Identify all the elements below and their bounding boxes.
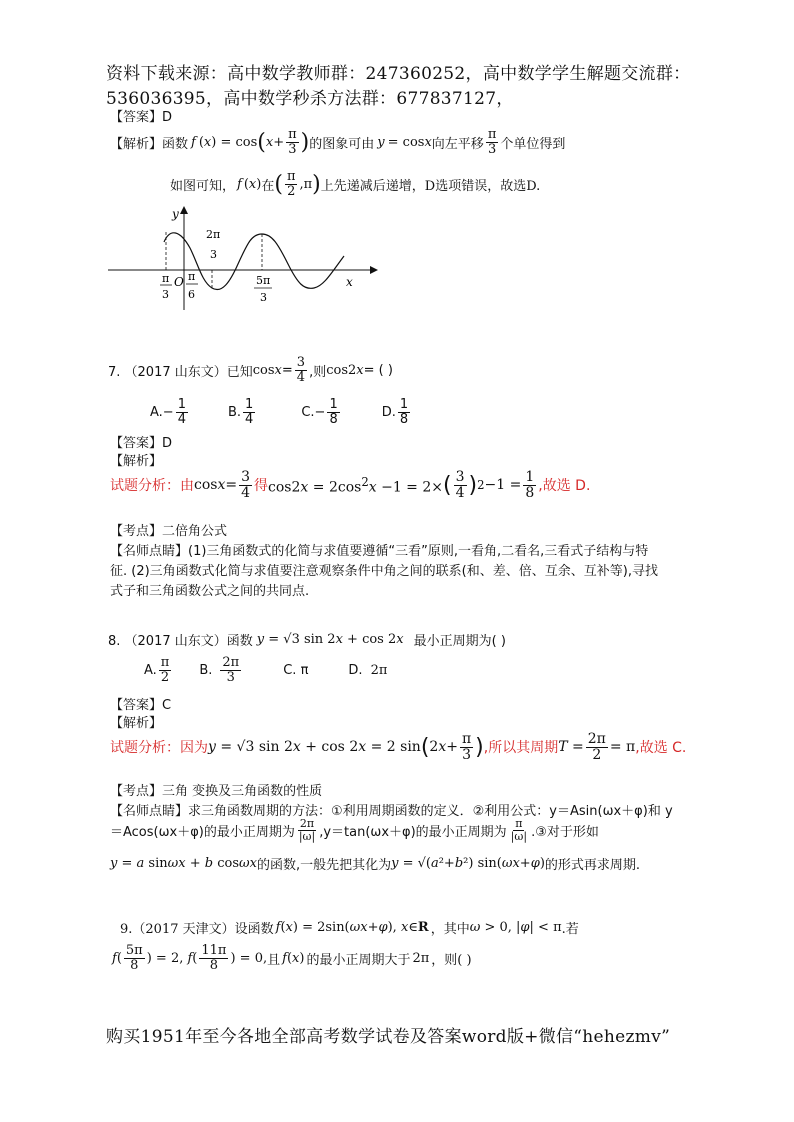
q7-solution-b: 得: [254, 478, 269, 495]
q7-option-a: A.: [150, 404, 163, 420]
q6-analysis-text-d: 个单位得到: [500, 136, 566, 152]
origin-label: O: [174, 275, 184, 289]
q7-teacher-line2: 征. (2)三角函数式化简与求值要注意观察条件中角之间的联系(和、差、倍、互余、互补等),寻找: [110, 564, 658, 579]
q7-option-b: B.: [227, 404, 242, 420]
q7-option-d: D.: [381, 404, 396, 420]
q6-analysis-text-c: 向左平移: [431, 136, 484, 152]
q9-line2-c: ，则( ): [431, 952, 472, 968]
q9-line2-b: 的最小正周期大于: [306, 952, 411, 968]
q8-option-c: C. π: [283, 662, 309, 678]
q9-line2: f( $\frac{5\pi}{8}$ ) = 2, f( $\frac{11\pi}{8}$ ) = 0, 且 f(x) 的最小正周期大于 2π ，则( ): [112, 943, 472, 973]
q8-title-b: 最小正周期为( ): [413, 634, 506, 649]
q6-line2-b: 在: [261, 178, 275, 194]
q6-line2-c: 上先递减后递增，D选项错误，故选D.: [320, 178, 541, 194]
q8-kaodian: 【考点】三角 变换及三角函数的性质: [110, 784, 323, 799]
tick2-den: 6: [188, 288, 195, 301]
q8-answer: 【答案】C: [110, 698, 172, 713]
q7-solution-c: ,故选 D.: [538, 478, 591, 495]
q7-options: A. − $\frac{1}{4}$ B. $\frac{1}{4}$ C. − $\frac{1}{8}$ D. $\frac{1}{8}$: [150, 397, 409, 427]
q8-solution-a: 试题分析：因为: [110, 740, 208, 757]
q8-teacher-line3: y = a sinωx + b cosωx 的函数,一般先把其化为 y = √(a²+b²) sin(ωx+φ) 的形式再求周期.: [110, 856, 641, 873]
q8-teacher-line2: ＝Acos(ωx＋φ)的最小正周期为 $\frac{2\pi}{|\omega|}$ ,y＝tan(ωx＋φ)的最小正周期为 $\frac{\pi}{|\omega|}$ .③对于形如: [110, 817, 599, 843]
tick1-den: 3: [162, 288, 169, 301]
tick2-num: π: [188, 270, 196, 283]
q7-title-a: 7. （2017 山东文）已知: [108, 364, 253, 380]
q7-title: 7. （2017 山东文）已知 cos x = $\frac{3}{4}$ ,则 cos2 x = ( ): [108, 355, 393, 385]
q8-teacher-line1: 【名师点睛】求三角函数周期的方法：①利用周期函数的定义．②利用公式：y＝Asin(ωx＋φ)和 y: [110, 804, 673, 819]
tick4-num: 5π: [256, 274, 271, 287]
q6-analysis-tag: 【解析】: [110, 136, 163, 152]
q8-solution-b: ,所以其周期: [483, 740, 559, 757]
q8-teacher2-b: ,y＝tan(ωx＋φ)的最小正周期为: [319, 824, 507, 840]
q6-answer: 【答案】D: [110, 110, 173, 125]
q9-title-c: .若: [561, 922, 579, 937]
q8-teacher3-b: 的形式再求周期.: [544, 858, 641, 873]
q8-analysis-tag: 【解析】: [110, 716, 163, 731]
q8-option-a: A.: [144, 662, 157, 678]
q7-option-c: C.: [301, 404, 315, 420]
q7-title-c: = ( ): [363, 362, 393, 378]
tick3-num: 2π: [206, 228, 221, 241]
q7-answer: 【答案】D: [110, 436, 173, 451]
q9-title-a: 9.（2017 天津文）设函数: [120, 922, 274, 937]
q6-analysis-text-a: 函数: [162, 136, 189, 152]
q8-option-d: D.: [348, 662, 363, 678]
tick3-den: 3: [210, 248, 217, 261]
q8-teacher2-c: .③对于形如: [531, 824, 599, 840]
source-header-line2: 536036395，高中数学秒杀方法群：677837127，: [106, 89, 514, 109]
q8-options: A. $\frac{\pi}{2}$ B. $\frac{2\pi}{3}$ C. π D. 2π: [144, 655, 388, 685]
q8-teacher2-a: ＝Acos(ωx＋φ)的最小正周期为: [110, 824, 295, 840]
q9-line2-a: 且: [267, 952, 281, 968]
q7-teacher-line1: 【名师点睛】(1)三角函数式的化简与求值要遵循“三看”原则,一看角,二看名,三看式子结构与特: [110, 544, 649, 559]
y-label: y: [172, 207, 179, 221]
q7-solution: 试题分析：由 cosx= $\frac{3}{4}$ 得 $\cos 2x = 2\cos^2x -1 = 2\times$ ( $\frac{3}{4}$ ) 2 −1 = $\frac{1}{8}$ ,故选 D.: [110, 469, 591, 501]
q8-title: 8. （2017 山东文）函数 y = √3 sin 2x + cos 2x 最小正周期为( ): [108, 632, 506, 649]
q8-teacher3-a: 的函数,一般先把其化为: [256, 858, 392, 873]
q8-solution: 试题分析：因为 y = √3 sin 2x + cos 2x = 2 sin ( 2x+ $\frac{\pi}{3}$ ) ,所以其周期 T = $\frac{2\pi}{2}$ = π ,故选 C.: [110, 731, 687, 763]
q6-analysis-line2: 如图可知， f ( x ) 在 ( $\frac{\pi}{2}$ ,π ) 上先递减后递增，D选项错误，故选D.: [170, 169, 541, 199]
q8-solution-c: ,故选 C.: [635, 740, 687, 757]
y-axis-arrow: [180, 206, 188, 214]
cosine-graph: [104, 202, 384, 312]
q9-title: 9.（2017 天津文）设函数 f(x) = 2sin(ωx+φ), x∈R ，其中 ω > 0, |φ| < π .若: [120, 920, 579, 937]
q6-analysis: 【解析】 函数 f ( x ) = cos ( x + $\frac{\pi}{3}$ ) 的图象可由 y = cos x 向左平移 $\frac{\pi}{3}$ 个单位得到: [110, 127, 566, 157]
q9-title-b: ，其中: [430, 922, 470, 937]
q7-solution-a: 试题分析：由: [110, 478, 194, 495]
purchase-footer: 购买1951年至今各地全部高考数学试卷及答案word版+微信“hehezmv”: [106, 1027, 671, 1047]
tick4-den: 3: [260, 291, 267, 304]
source-header-line1: 资料下载来源：高中数学教师群：247360252，高中数学学生解题交流群：: [106, 64, 691, 84]
x-axis-arrow: [370, 266, 378, 274]
q8-option-b: B.: [199, 662, 213, 678]
q7-kaodian: 【考点】二倍角公式: [110, 524, 228, 539]
q6-line2-a: 如图可知，: [170, 178, 236, 194]
q8-title-a: 8. （2017 山东文）函数: [108, 634, 253, 649]
q6-analysis-text-b: 的图象可由: [309, 136, 375, 152]
q7-analysis-tag: 【解析】: [110, 454, 163, 469]
x-label: x: [346, 275, 353, 289]
tick1-num: π: [162, 272, 170, 285]
q7-teacher-line3: 式子和三角函数公式之间的共同点.: [110, 584, 310, 599]
q7-title-b: ,则: [309, 364, 327, 380]
